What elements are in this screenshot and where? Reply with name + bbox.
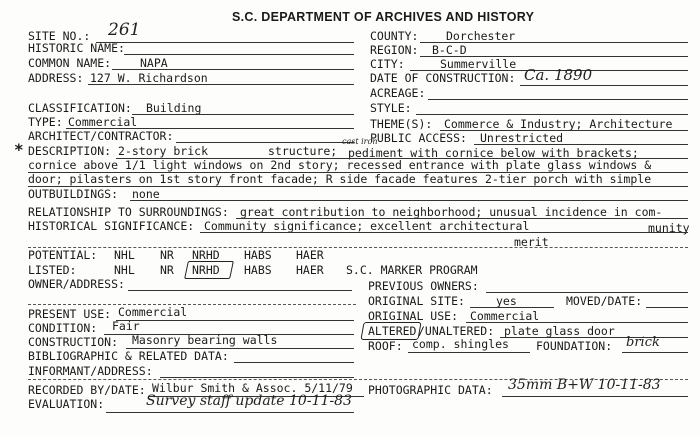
- public-access-label: PUBLIC ACCESS:: [370, 131, 467, 145]
- relationship-value: great contribution to neighborhood; unusual incidence in com-: [240, 205, 663, 219]
- listed-opt-nrhd: NRHD: [192, 263, 220, 277]
- common-name-label: COMMON NAME:: [28, 56, 112, 70]
- page-header: S.C. DEPARTMENT OF ARCHIVES AND HISTORY: [232, 10, 535, 24]
- altered-label: ALTERED: [368, 324, 417, 338]
- evaluation-label: EVALUATION:: [28, 397, 105, 411]
- unaltered-label: /UNALTERED:: [418, 324, 495, 338]
- original-use-value: Commercial: [470, 309, 540, 323]
- architect-label: ARCHITECT/CONTRACTOR:: [28, 129, 174, 143]
- construction-value: Masonry bearing walls: [132, 333, 278, 347]
- description-line3: door; pilasters on 1st story front facade; R side facade features 2-tier porch with simple: [28, 172, 652, 186]
- description-line1-left: 2-story brick: [118, 144, 209, 158]
- outbuildings-label: OUTBUILDINGS:: [28, 187, 119, 201]
- listed-opt-nhl: NHL: [114, 263, 135, 277]
- foundation-label: FOUNDATION:: [536, 339, 613, 353]
- site-no-value: 261: [108, 20, 141, 40]
- original-use-label: ORIGINAL USE:: [368, 309, 459, 323]
- recorded-label: RECORDED BY/DATE:: [28, 383, 146, 397]
- potential-opt-habs: HABS: [244, 248, 272, 262]
- construction-label: CONSTRUCTION:: [28, 335, 119, 349]
- listed-nrhd-circle: [184, 261, 234, 279]
- address-label: ADDRESS:: [28, 71, 84, 85]
- photographic-value: 35mm B+W 10-11-83: [508, 377, 661, 393]
- common-name-value: NAPA: [140, 56, 168, 70]
- relationship-cont: munity: [648, 221, 690, 235]
- description-insert: cast iron: [342, 137, 378, 146]
- region-label: REGION:: [370, 43, 419, 57]
- listed-label: LISTED:: [28, 263, 77, 277]
- asterisk-mark: *: [14, 140, 24, 159]
- classification-value: Building: [146, 101, 202, 115]
- evaluation-value: Survey staff update 10-11-83: [146, 393, 352, 409]
- relationship-label: RELATIONSHIP TO SURROUNDINGS:: [28, 205, 229, 219]
- themes-value: Commerce & Industry; Architecture: [444, 117, 673, 131]
- city-value: Summerville: [440, 57, 517, 71]
- themes-label: THEME(S):: [370, 117, 433, 131]
- potential-label: POTENTIAL:: [28, 248, 98, 262]
- marker-program: S.C. MARKER PROGRAM: [346, 263, 478, 277]
- condition-value: Fair: [112, 319, 140, 333]
- previous-owners-label: PREVIOUS OWNERS:: [368, 279, 479, 293]
- description-line2: cornice above 1/1 light windows on 2nd story; recessed entrance with plate glass windows &: [28, 158, 652, 172]
- description-line1-right: pediment with cornice below with brackets;: [348, 146, 639, 160]
- city-label: CITY:: [370, 57, 405, 71]
- classification-label: CLASSIFICATION:: [28, 101, 132, 115]
- style-label: STYLE:: [370, 101, 412, 115]
- original-site-value: yes: [496, 294, 517, 308]
- listed-opt-habs: HABS: [244, 263, 272, 277]
- acreage-label: ACREAGE:: [370, 86, 426, 100]
- historic-name-label: HISTORIC NAME:: [28, 41, 125, 55]
- recorded-value: Wilbur Smith & Assoc. 5/11/79: [152, 381, 353, 395]
- county-value: Dorchester: [446, 29, 516, 43]
- type-label: TYPE:: [28, 115, 63, 129]
- outbuildings-value: none: [132, 187, 160, 201]
- significance-cont: merit: [514, 235, 549, 249]
- date-of-construction-label: DATE OF CONSTRUCTION:: [370, 71, 516, 85]
- listed-opt-nr: NR: [160, 263, 174, 277]
- potential-opt-nhl: NHL: [114, 248, 135, 262]
- roof-label: ROOF:: [368, 339, 403, 353]
- moved-date-label: MOVED/DATE:: [566, 294, 643, 308]
- roof-value: comp. shingles: [412, 337, 509, 351]
- potential-opt-nr: NR: [160, 248, 174, 262]
- address-value: 127 W. Richardson: [90, 71, 208, 85]
- significance-label: HISTORICAL SIGNIFICANCE:: [28, 219, 195, 233]
- owner-label: OWNER/ADDRESS:: [28, 277, 125, 291]
- description-line1-mid: structure;: [268, 144, 338, 158]
- original-site-label: ORIGINAL SITE:: [368, 294, 465, 308]
- condition-label: CONDITION:: [28, 321, 98, 335]
- county-label: COUNTY:: [370, 29, 419, 43]
- type-value: Commercial: [68, 115, 138, 129]
- potential-opt-nrhd: NRHD: [192, 248, 220, 262]
- present-use-value: Commercial: [118, 305, 188, 319]
- foundation-value: brick: [626, 335, 660, 350]
- bibliographic-label: BIBLIOGRAPHIC & RELATED DATA:: [28, 349, 229, 363]
- site-no-label: SITE NO.:: [28, 29, 91, 43]
- significance-value: Community significance; excellent architectural: [204, 219, 530, 233]
- description-label: DESCRIPTION:: [28, 144, 112, 158]
- public-access-value: Unrestricted: [480, 131, 564, 145]
- photographic-label: PHOTOGRAPHIC DATA:: [368, 383, 493, 397]
- informant-label: INFORMANT/ADDRESS:: [28, 364, 153, 378]
- potential-opt-haer: HAER: [296, 248, 324, 262]
- altered-value: plate glass door: [504, 324, 615, 338]
- listed-opt-haer: HAER: [296, 263, 324, 277]
- region-value: B-C-D: [432, 43, 467, 57]
- date-of-construction-value: Ca. 1890: [524, 66, 593, 84]
- present-use-label: PRESENT USE:: [28, 307, 112, 321]
